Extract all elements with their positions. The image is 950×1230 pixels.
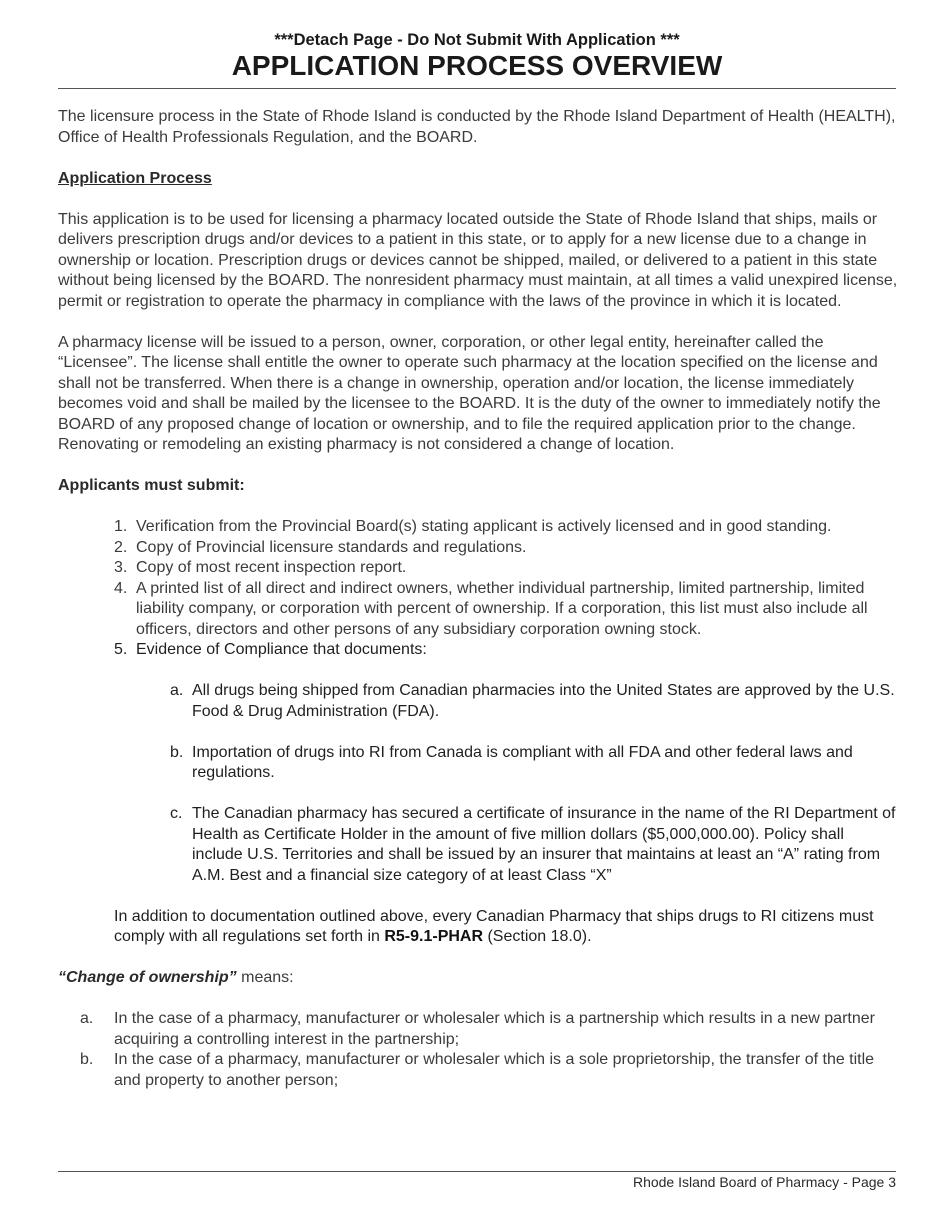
regulation-reference: R5-9.1-PHAR xyxy=(384,928,484,945)
intro-paragraph: The licensure process in the State of Rhode Island is conducted by the Rhode Island Department of Health (HEALTH), Office of Health Professionals Regulation, and the BOARD. xyxy=(58,108,896,146)
list-item: b. In the case of a pharmacy, manufacturer or wholesaler which is a sole proprietorship, the transfer of the title and property to another person; xyxy=(80,1051,875,1089)
applicants-heading: Applicants must submit: xyxy=(58,477,245,494)
compliance-sublist xyxy=(170,681,898,886)
detach-notice: ***Detach Page - Do Not Submit With Application *** xyxy=(274,31,680,49)
application-process-paragraph-2: A pharmacy license will be issued to a person, owner, corporation, or other legal entity, hereinafter called the “Licensee”. The license shall entitle the owner to operate such pharmacy at the location specified on the license and shall not be transferred. When there is a change in ownership, operation and/or location, the license immediately becomes void and shall be mailed by the licensee to the BOARD. It is the duty of the owner to immediately notify the BOARD of any proposed change of location or ownership, and to file the required application prior to the change. Renovating or remodeling an existing pharmacy is not considered a change of location. xyxy=(58,333,881,453)
document-body xyxy=(58,107,898,1091)
header-divider xyxy=(58,88,896,89)
application-process-heading: Application Process xyxy=(58,169,212,187)
list-item: 2. Copy of Provincial licensure standards and regulations. xyxy=(114,538,527,556)
requirements-list xyxy=(114,517,898,661)
change-of-ownership-heading: “Change of ownership” means: xyxy=(58,969,294,986)
list-item: 4. A printed list of all direct and indirect owners, whether individual partnership, limited partnership, limited liability company, or corporation with percent of ownership. If a corporation, this list must also include all officers, directors and other persons of any subsidiary corporation owning stock. xyxy=(114,579,868,638)
list-item: c. The Canadian pharmacy has secured a certificate of insurance in the name of the RI Department of Health as Certificate Holder in the amount of five million dollars ($5,000,000.00). Policy shall include U.S. Territories and shall be issued by an insurer that maintains at least an “A” rating from A.M. Best and a financial size category of at least Class “X” xyxy=(170,805,896,884)
list-item: 3. Copy of most recent inspection report. xyxy=(114,559,407,576)
list-item: b. Importation of drugs into RI from Canada is compliant with all FDA and other federal laws and regulations. xyxy=(170,743,853,781)
change-of-ownership-list xyxy=(58,1009,898,1091)
page-title: APPLICATION PROCESS OVERVIEW xyxy=(231,50,723,81)
footer-divider xyxy=(58,1171,896,1172)
application-process-paragraph-1: This application is to be used for licensing a pharmacy located outside the State of Rhode Island that ships, mails or delivers prescription drugs and/or devices to a patient in this state, or to apply for a new license due to a change in ownership or location. Prescription drugs or devices cannot be shipped, mailed, or delivered to a patient in this state without being licensed by the BOARD. The nonresident pharmacy must maintain, at all times a valid unexpired license, permit or registration to operate the pharmacy in compliance with the laws of the province in which it is located. xyxy=(58,210,898,310)
page-header xyxy=(58,30,896,82)
page-footer: Rhode Island Board of Pharmacy - Page 3 xyxy=(632,1174,896,1190)
list-item: 1. Verification from the Provincial Board(s) stating applicant is actively licensed and in good standing. xyxy=(114,518,832,535)
list-item: a. All drugs being shipped from Canadian pharmacies into the United States are approved by the U.S. Food & Drug Administration (FDA). xyxy=(170,682,895,720)
list-item: 5. Evidence of Compliance that documents: xyxy=(114,641,427,658)
list-item: a. In the case of a pharmacy, manufacturer or wholesaler which is a partnership which results in a new partner acquiring a controlling interest in the partnership; xyxy=(80,1010,875,1048)
additional-requirements: In addition to documentation outlined above, every Canadian Pharmacy that ships drugs to RI citizens must comply with all regulations set forth in R5-9.1-PHAR (Section 18.0). xyxy=(114,907,874,945)
